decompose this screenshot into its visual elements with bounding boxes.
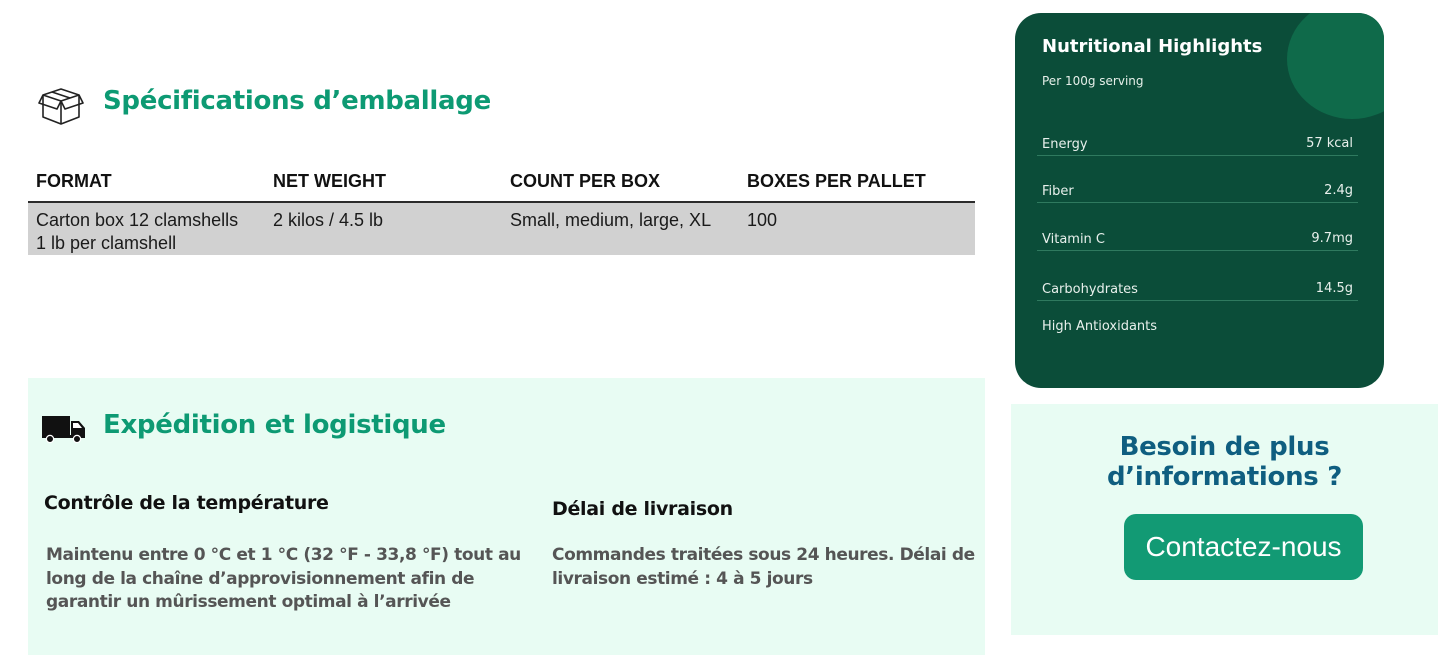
delivery-text [552,544,975,591]
packaging-title: Spécifications d’emballage [103,86,491,116]
nutrition-label: Fiber [1042,184,1074,199]
cell-format [28,203,265,255]
nutrition-subtitle: Per 100g serving [1042,74,1144,88]
contact-card [1011,404,1438,635]
column-header-count-per-box: COUNT PER BOX [510,171,661,191]
nutrition-value: 57 kcal [1306,136,1353,151]
delivery-line2: livraison estimé : 4 à 5 jours [552,568,813,589]
nutrition-row [1037,183,1358,203]
decorative-circle [1287,13,1384,119]
packaging-spec-table [28,170,975,255]
cell-count-per-box: Small, medium, large, XL [510,210,712,230]
contact-button[interactable]: Contactez-nous [1124,514,1363,580]
nutrition-row [1037,231,1358,251]
nutrition-label: Energy [1042,137,1088,152]
delivery-line1: Commandes traitées sous 24 heures. Délai de [552,545,975,565]
nutrition-label: Carbohydrates [1042,282,1138,297]
nutrition-row [1037,281,1358,301]
table-row [28,203,975,255]
temperature-line1: Maintenu entre 0 °C et 1 °C (32 °F - 33,8 °F) tout au [46,545,521,565]
delivery-heading: Délai de livraison [552,498,733,520]
contact-title: Besoin de plus d’informations ? [1106,432,1343,492]
shipping-title: Expédition et logistique [103,410,446,440]
table-header-row [28,170,975,203]
column-header-net-weight: NET WEIGHT [273,171,386,191]
nutrition-value: 2.4g [1324,183,1353,198]
temperature-line3: garantir un mûrissement optimal à l’arrivée [46,592,451,612]
cell-boxes-per-pallet: 100 [747,210,778,230]
nutrition-extra: High Antioxidants [1042,319,1158,334]
nutrition-row [1037,136,1358,156]
box-icon [38,84,84,126]
nutrition-card [1015,13,1384,388]
nutrition-value: 14.5g [1315,281,1353,296]
nutrition-label: Vitamin C [1042,232,1106,247]
nutrition-value: 9.7mg [1311,231,1353,246]
cell-net-weight: 2 kilos / 4.5 lb [273,210,384,230]
temperature-text [46,544,521,615]
cell-format-line2: 1 lb per clamshell [36,233,177,253]
column-header-format: FORMAT [36,171,112,191]
temperature-heading: Contrôle de la température [44,492,329,514]
shipping-panel [28,378,985,655]
nutrition-title: Nutritional Highlights [1042,36,1263,57]
column-header-boxes-per-pallet: BOXES PER PALLET [747,171,926,191]
temperature-line2: long de la chaîne d’approvisionnement afin de [46,568,475,589]
truck-icon [42,414,86,444]
cell-format-line1: Carton box 12 clamshells [36,210,239,230]
